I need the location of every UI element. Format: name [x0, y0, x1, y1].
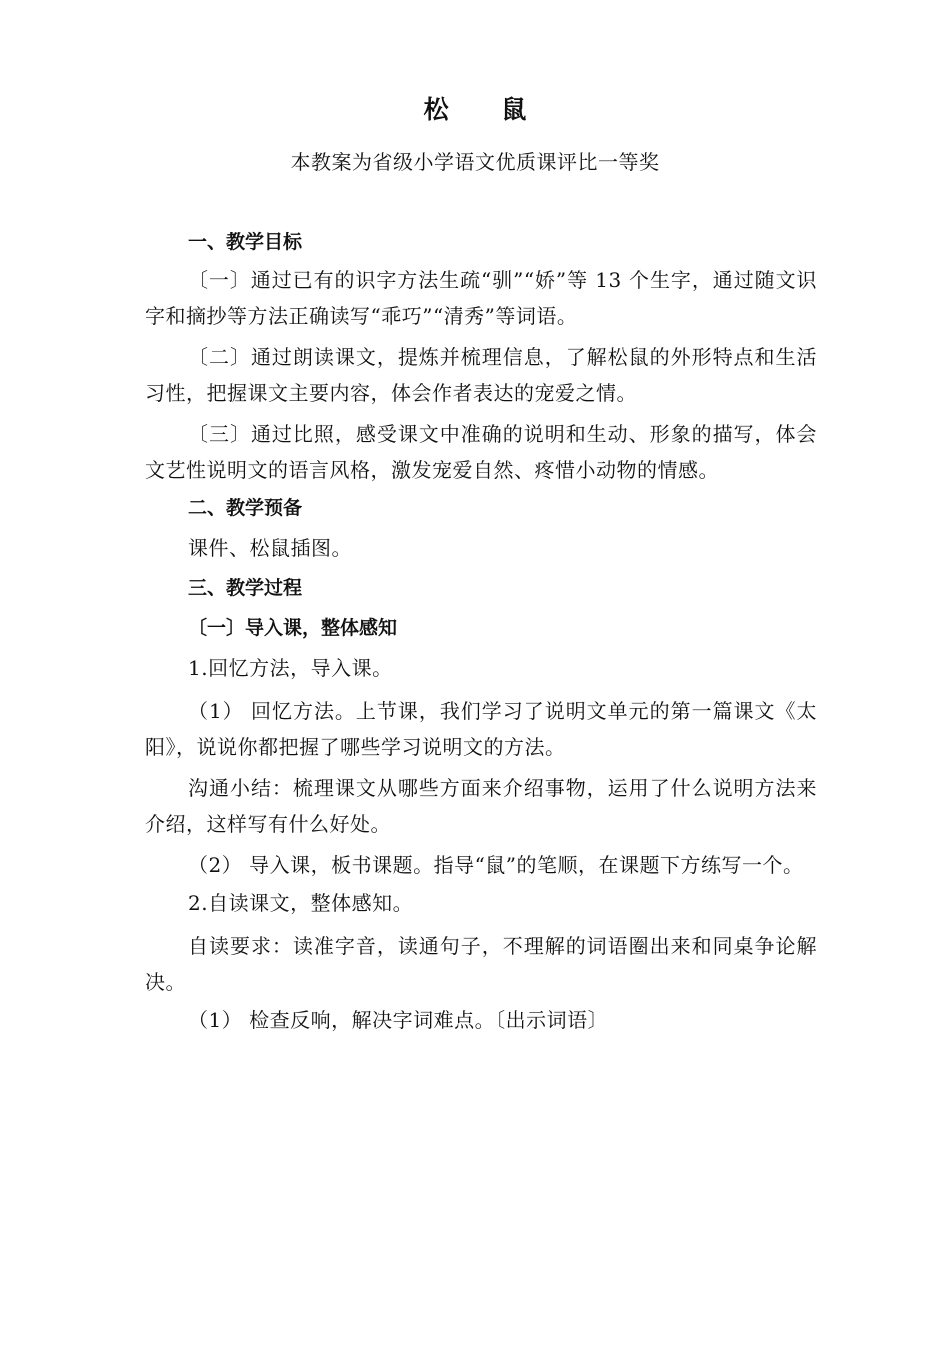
page-subtitle: 本教案为省级小学语文优质课评比一等奖	[290, 150, 660, 174]
process-paragraph-2: （1） 回忆方法。上节课，我们学习了说明文单元的第一篇课文《太阳》，说说你都把握了哪些学习说明文的方法。	[145, 699, 817, 759]
process-paragraph-7: （1） 检查反响，解决字词难点。〔出示词语〕	[188, 1008, 609, 1032]
section-heading-prep: 二、教学预备	[188, 497, 303, 519]
document-body	[145, 222, 817, 1040]
prep-text: 课件、松鼠插图。	[188, 536, 352, 560]
goal-item-3: 〔三〕通过比照，感受课文中准确的说明和生动、形象的描写，体会文艺性说明文的语言风格，激发宠爱自然、疼惜小动物的情感。	[145, 422, 817, 482]
goal-item-2: 〔二〕通过朗读课文，提炼并梳理信息，了解松鼠的外形特点和生活习性，把握课文主要内容，体会作者表达的宠爱之情。	[145, 345, 817, 405]
process-sub-heading: 〔一〕导入课，整体感知	[188, 617, 398, 639]
process-paragraph-1: 1.回忆方法，导入课。	[188, 656, 393, 680]
process-paragraph-4: （2） 导入课，板书课题。指导“鼠”的笔顺，在课题下方练写一个。	[188, 853, 804, 877]
section-heading-process: 三、教学过程	[188, 577, 303, 599]
page-title: 松 鼠	[423, 95, 549, 124]
process-paragraph-5: 2.自读课文，整体感知。	[188, 891, 414, 915]
process-paragraph-6: 自读要求：读准字音，读通句子，不理解的词语圈出来和同桌争论解决。	[145, 934, 817, 994]
process-paragraph-3: 沟通小结：梳理课文从哪些方面来介绍事物，运用了什么说明方法来介绍，这样写有什么好处。	[145, 776, 817, 836]
goal-item-1: 〔一〕通过已有的识字方法生疏“驯”“娇”等 13 个生字，通过随文识字和摘抄等方法正确读写“乖巧”“清秀”等词语。	[145, 268, 817, 328]
section-heading-goals: 一、教学目标	[188, 231, 303, 253]
